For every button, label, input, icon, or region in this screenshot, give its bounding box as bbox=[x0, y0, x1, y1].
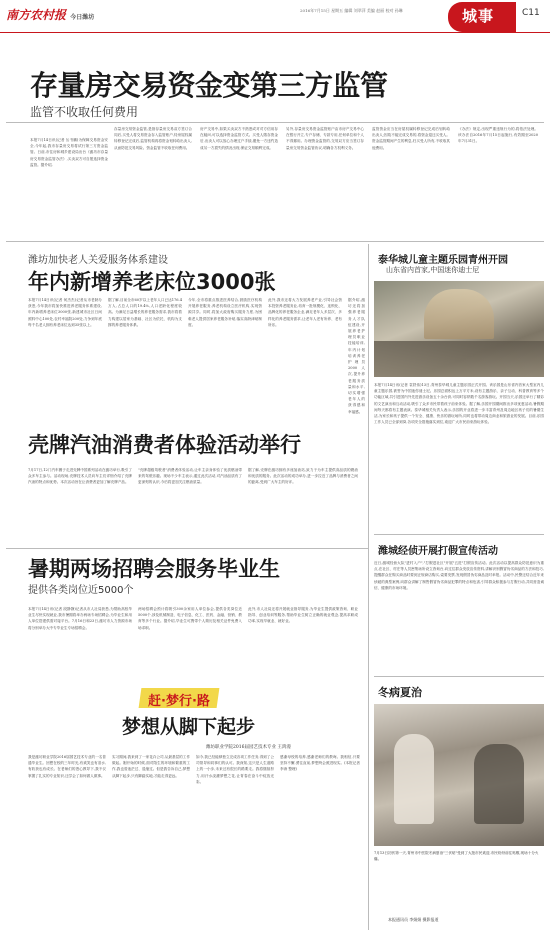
dream-kicker: 赶·梦行·路 bbox=[148, 694, 210, 709]
story1-column: 本报7月14日讯(记者 丛书鹏)为保障交易资金安全,今年起,我市存量房交易将试行第三方资金监管。日前,市住房和城乡建设局出台《潍坊市存量房交易资金监管办法》,买卖双方可自愿选择资金监管。据介绍, bbox=[30, 138, 108, 167]
jobs-column: 本报7月14日讯(记者 段静静)记者从市人社局获悉,为帮助高校毕业生尽快实现就业,我市暑期将举办两场专场招聘会,为毕业生和用人单位搭建供需对接平台。7月16日和23日,潍坊市人力资源市场将分别举办大中专毕业生专场招聘会。 bbox=[28, 607, 132, 630]
dream-column: 实习期间,我来到了一家花卉公司,从最基层的工作做起。刚开始的时候,面对陌生的环境和繁重的工作,我也曾迷茫过、退缩过。但是我告诉自己,梦想从脚下起步,只有脚踏实地,才能走得更远。 bbox=[112, 755, 190, 778]
newspaper-logo: 南方农村报 今日潍坊 bbox=[6, 8, 95, 22]
divider bbox=[6, 122, 544, 123]
story1-column: 房产交易中,如果买卖双方不熟悉或对对方信用存在疑问,可以选择资金监管方式。买受人缴存资金后,出卖人可以放心办理过户手续,避免一方违约造成另一方损失的情况出现,保证交易顺利完成。 bbox=[200, 127, 278, 150]
divider bbox=[374, 676, 544, 677]
oil-headline: 壳牌汽油消费者体验活动举行 bbox=[28, 433, 301, 457]
kids-park-subheadline: 山东省内首家,中国迷你迪士尼 bbox=[386, 266, 480, 274]
header-rule bbox=[0, 32, 550, 33]
story2-column: 据了解,目前全市60岁以上老年人口已达176.4万人,占总人口的19.4%,人口老龄化程度较高。为满足日益增长的养老服务需求,我市将着力构建以居家为基础、社区为依托、机构为支撑的养老服务体系。 bbox=[108, 298, 182, 327]
story2-headline: 年内新增养老床位3000张 bbox=[28, 270, 276, 294]
winter-photo bbox=[374, 704, 544, 846]
dream-column: 感谢母校的培养,感谢老师们的教诲。我相信,只要坚持不懈,勇往直前,梦想终会照进现实。(本报记者 李涛 整理) bbox=[280, 755, 360, 772]
winter-caption: 7月13日初伏第一天,青州市中医院冬病夏治"三伏贴"受到了大批市民欢迎,市民纷纷前往贴敷,现场十分火爆。 bbox=[374, 851, 539, 861]
jobs-column: 两场招聘会预计将吸引300余家用人单位参会,提供各类岗位近5000个,涉及机械制造、电子信息、化工、医药、金融、营销、教育等多个行业。据介绍,毕业生可携带个人简历及相关证件免费入场求职。 bbox=[138, 607, 242, 630]
divider bbox=[6, 548, 368, 549]
oil-column: "壳牌超级驾驶者"消费者体验活动,让车主亲身体验了优质燃油带来的驾驶乐趣。现场不少车主表示,通过此次活动,对汽油品质有了更深刻的认识,今后将更加关注燃油质量。 bbox=[138, 468, 242, 485]
oil-column: 7月17日,12门汽车圈子走进壳牌中国系列活动在潍坊举行,吸引了众多车主参与。活动现场,壳牌技术人员向车主们详细介绍了壳牌汽油的特点和优势。本次活动旨在让消费者更加了解壳牌产品。 bbox=[28, 468, 132, 485]
kids-park-body: 本报7月14日讯(记者 袁铁伟)13日,青州泰华城儿童主题乐园正式开园。该乐园是山东省内首家大型室内儿童主题乐园,被誉为中国迷你迪士尼。乐园总面积达上万平方米,设有主题游乐、亲子互动、科普教育等多个功能区域,共引进国内外先进游乐设备五十余台套,可同时容纳数千名游客游玩。开园当天,乐园还举行了精彩的文艺演出和互动活动,吸引了众多市民带着孩子前来体验。据了解,乐园开园期间推出多项优惠活动,暑假期间每天都将有主题表演。泰华城相关负责人表示,乐园的开业将进一步丰富青州及周边地区孩子们的暑期生活,为家长和孩子提供一个安全、健康、快乐的游玩场所,同时也将带动周边商业和旅游业的发展。目前,乐园工作人员已全部到岗,各项安全措施落实到位,欢迎广大市民前来游玩体验。 bbox=[374, 383, 544, 425]
issue-info: 2016年7月15日 星期五 编辑 刘翠萍 美编 赵丽 校对 孙琳 bbox=[300, 8, 403, 13]
oil-column: 据了解,壳牌在潍坊拥有多座加油站,致力于为车主提供高品质的燃油和优质的服务。此次活动的成功举办,进一步拉近了品牌与消费者之间的距离,受到广大车主的好评。 bbox=[248, 468, 358, 485]
story2-column: 此外,我市还将大力发展养老产业,引导社会资本投资养老服务业,培育一批规模化、连锁化、品牌化的养老服务企业,满足老年人多层次、多样化的养老服务需求,让老年人老有所养、老有所乐。 bbox=[268, 298, 342, 327]
story2-column: 本报7月14日讯(记者 何杰杰)记者从市老龄办获悉,今年我市将加快推进养老服务体系建设,年内新增养老床位3000张,新建城市社区日间照料中心100处,农村幸福院200处,力争到年底每千名老人拥有养老床位达到35张以上。 bbox=[28, 298, 102, 327]
jobs-headline: 暑期两场招聘会服务毕业生 bbox=[28, 557, 280, 581]
winter-credit: 本报通讯员 李娟娟 摄影报道 bbox=[388, 917, 439, 922]
story1-column: 存量房交易资金监管,是指存量房交易双方签订合同后,买受人将交易资金存入监管账户,待房屋权属转移登记完成后,监管机构再将资金划转给出卖人,从而防范交易风险。资金监管不收取任何费用。 bbox=[114, 127, 192, 150]
winter-headline: 冬病夏治 bbox=[378, 686, 422, 699]
jobs-column: 此外,市人社局还将开展就业指导服务,为毕业生提供政策咨询、职业指导、创业培训等服务,帮助毕业生树立正确的就业观念,提高求职成功率,实现早就业、就好业。 bbox=[248, 607, 358, 624]
kids-park-headline: 泰华城儿童主题乐园青州开园 bbox=[378, 255, 508, 266]
story1-subheadline: 监管不收取任何费用 bbox=[30, 105, 139, 119]
story1-column: 另外,存量房交易资金监管账户由市房产交易中心在银行开立,专户存储、专款专用,任何单位和个人不得挪用。办理资金监管的,交易双方应当签订存量房交易资金监管协议,明确各方权利义务。 bbox=[286, 127, 364, 150]
jobs-subheadline: 提供各类岗位近5000个 bbox=[28, 585, 134, 596]
column-rule bbox=[368, 244, 369, 930]
story2-column: 据介绍,潍坊还将加强养老服务人才队伍建设,开展养老护理员职业技能培训,年内计划培训养老护理员2000人次,提升养老服务质量和水平,切实增强老年人的获得感和幸福感。 bbox=[348, 298, 365, 414]
dream-column: 如今,我已经能够独立完成各项工作任务,得到了公司领导和同事们的认可。我深知,这只是人生道路上的一小步,未来还有很长的路要走。我将继续努力,用汗水浇灌梦想之花,让青春在奋斗中绽放光彩。 bbox=[196, 755, 274, 784]
story1-headline: 存量房交易资金变第三方监管 bbox=[30, 69, 388, 102]
page-number: C11 bbox=[522, 8, 540, 18]
divider bbox=[6, 241, 544, 242]
anti-fake-body: 近日,潍城经侦大队"进村入户","打假进社区"开展"五进"打假宣传活动。此次活动以提高群众防范意识为重点,在社区、村庄等人员密集场所设立咨询台,向过往群众发放宣传资料,讲解识别假冒伪劣商品的方法和技巧,提醒群众在购买商品时要到正规商店购买,索要发票,发现假冒伪劣商品及时举报。活动中,民警还结合近年来侦破的典型案例,向群众讲解了制售假冒伪劣商品犯罪的特点和危害,引导群众积极参与打假行动,共同营造诚信、健康的市场环境。 bbox=[374, 561, 544, 590]
divider bbox=[374, 534, 544, 535]
story1-column: 监管资金应当在房屋权属转移登记完成后划转给出卖人;因故不能完成交易的,将资金退还买受人。资金监管期间产生的利息,归买受人所有,不收取其他费用。 bbox=[372, 127, 450, 150]
story2-kicker: 潍坊加快老人关爱服务体系建设 bbox=[28, 255, 168, 266]
anti-fake-headline: 潍城经侦开展打假宣传活动 bbox=[378, 546, 498, 557]
kids-park-photo bbox=[374, 281, 544, 377]
story1-column: 《办法》规定,出现严重违规行为的,将依法处理。该办法自2016年7月15日起施行,有效期至2020年7月31日。 bbox=[458, 127, 538, 144]
dream-byline: 潍坊职业学院2016届园艺技术专业 王鸿漫 bbox=[206, 745, 291, 750]
section-label: 城事 bbox=[462, 7, 495, 25]
dream-headline: 梦想从脚下起步 bbox=[122, 716, 256, 738]
story2-column: 今年,全市将重点推进医养结合,鼓励医疗机构开展养老服务,养老机构设立医疗机构,实现资源共享。同时,将加大政府购买服务力度,为困难老人提供居家养老服务补贴,落实高龄津贴制度。 bbox=[188, 298, 262, 327]
dream-column: 我是潍坊职业学院2016届园艺技术专业的一名普通毕业生。回想在校的三年时光,有欢笑也有泪水,有收获也有成长。在老师们的悉心教导下,我不仅掌握了扎实的专业知识,还学会了如何做人做事。 bbox=[28, 755, 106, 778]
